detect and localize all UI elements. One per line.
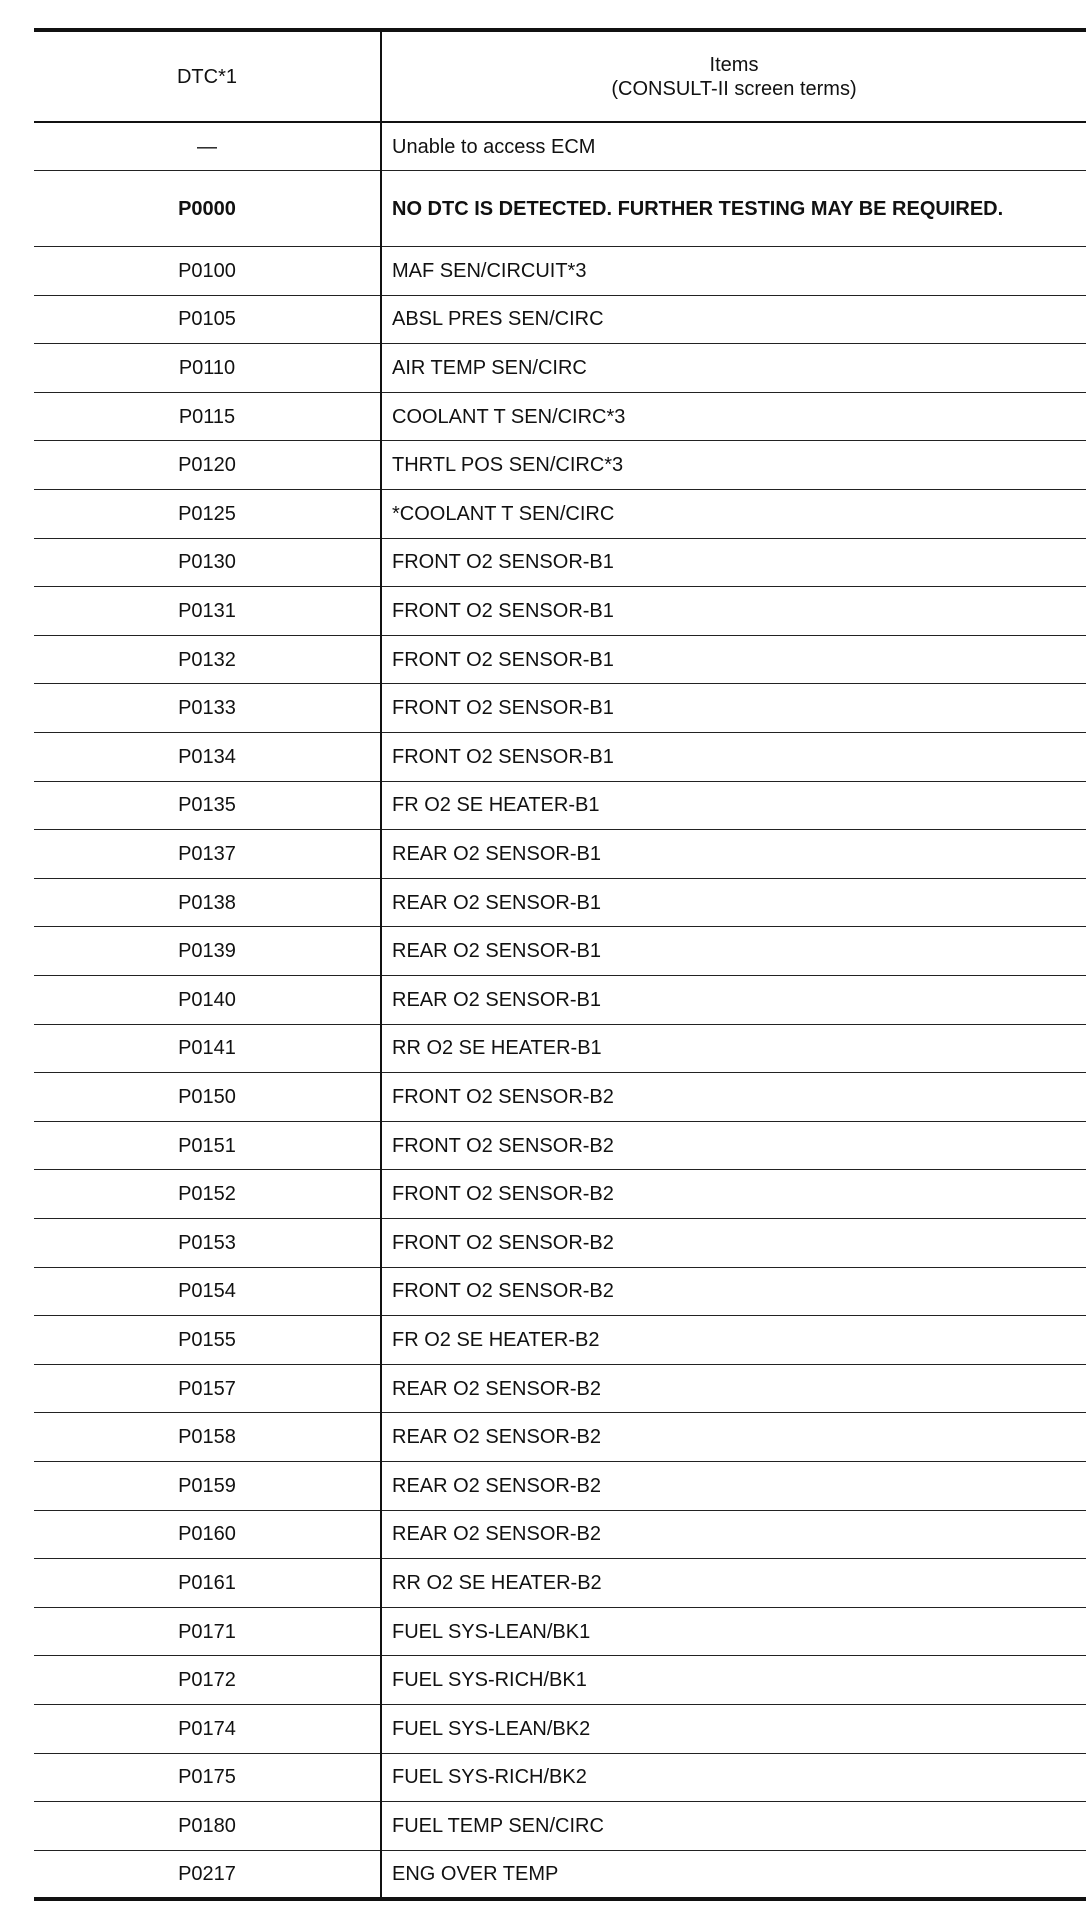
- dtc-code-cell: P0159: [34, 1461, 381, 1510]
- dtc-code-cell: P0134: [34, 733, 381, 782]
- item-cell: FRONT O2 SENSOR-B1: [381, 587, 1086, 636]
- item-cell: Unable to access ECM: [381, 122, 1086, 171]
- table-row: [34, 1316, 1086, 1365]
- table-row: [34, 1753, 1086, 1802]
- dtc-code-cell: P0131: [34, 587, 381, 636]
- dtc-code-cell: P0160: [34, 1510, 381, 1559]
- dtc-code-cell: P0133: [34, 684, 381, 733]
- table-row: [34, 1121, 1086, 1170]
- item-cell: RR O2 SE HEATER-B1: [381, 1024, 1086, 1073]
- item-cell: FRONT O2 SENSOR-B2: [381, 1267, 1086, 1316]
- dtc-code-cell: P0110: [34, 344, 381, 393]
- dtc-code-cell: P0157: [34, 1364, 381, 1413]
- table-header-row: [34, 30, 1086, 122]
- item-cell: ABSL PRES SEN/CIRC: [381, 295, 1086, 344]
- item-cell: FR O2 SE HEATER-B1: [381, 781, 1086, 830]
- item-cell: FRONT O2 SENSOR-B2: [381, 1121, 1086, 1170]
- dtc-table: [34, 28, 1086, 1901]
- table-row: [34, 587, 1086, 636]
- item-cell: *COOLANT T SEN/CIRC: [381, 490, 1086, 539]
- table-row: [34, 1850, 1086, 1899]
- dtc-code-cell: —: [34, 122, 381, 171]
- table-row: [34, 295, 1086, 344]
- item-cell: REAR O2 SENSOR-B1: [381, 927, 1086, 976]
- table-row: [34, 247, 1086, 296]
- table-row: [34, 1413, 1086, 1462]
- dtc-code-cell: P0155: [34, 1316, 381, 1365]
- table-row: [34, 684, 1086, 733]
- dtc-code-cell: P0132: [34, 635, 381, 684]
- item-cell: REAR O2 SENSOR-B1: [381, 830, 1086, 879]
- item-cell: FUEL SYS-RICH/BK1: [381, 1656, 1086, 1705]
- dtc-code-cell: P0141: [34, 1024, 381, 1073]
- dtc-code-cell: P0172: [34, 1656, 381, 1705]
- item-cell: ENG OVER TEMP: [381, 1850, 1086, 1899]
- item-cell: REAR O2 SENSOR-B2: [381, 1364, 1086, 1413]
- dtc-code-cell: P0135: [34, 781, 381, 830]
- item-cell: REAR O2 SENSOR-B2: [381, 1510, 1086, 1559]
- header-items-title: Items: [709, 53, 759, 76]
- dtc-code-cell: P0137: [34, 830, 381, 879]
- item-cell: NO DTC IS DETECTED. FURTHER TESTING MAY BE REQUIRED.: [381, 171, 1086, 247]
- header-dtc: DTC*1: [34, 30, 381, 122]
- item-cell: REAR O2 SENSOR-B1: [381, 878, 1086, 927]
- dtc-code-cell: P0115: [34, 392, 381, 441]
- table-row: [34, 1024, 1086, 1073]
- table-row: [34, 830, 1086, 879]
- dtc-code-cell: P0180: [34, 1802, 381, 1851]
- dtc-code-cell: P0152: [34, 1170, 381, 1219]
- table-row: [34, 1559, 1086, 1608]
- header-items: [381, 30, 1086, 122]
- dtc-code-cell: P0000: [34, 171, 381, 247]
- item-cell: AIR TEMP SEN/CIRC: [381, 344, 1086, 393]
- dtc-code-cell: P0161: [34, 1559, 381, 1608]
- table-row: [34, 1510, 1086, 1559]
- dtc-code-cell: P0100: [34, 247, 381, 296]
- dtc-code-cell: P0171: [34, 1607, 381, 1656]
- table-row: [34, 171, 1086, 247]
- item-cell: FUEL SYS-LEAN/BK1: [381, 1607, 1086, 1656]
- item-cell: REAR O2 SENSOR-B1: [381, 976, 1086, 1025]
- table-row: [34, 1073, 1086, 1122]
- item-cell: COOLANT T SEN/CIRC*3: [381, 392, 1086, 441]
- header-items-subtitle: (CONSULT-II screen terms): [611, 77, 857, 100]
- dtc-code-cell: P0105: [34, 295, 381, 344]
- table-row: [34, 976, 1086, 1025]
- table-body: [34, 122, 1086, 1899]
- table-row: [34, 1218, 1086, 1267]
- dtc-code-cell: P0175: [34, 1753, 381, 1802]
- table-row: [34, 1461, 1086, 1510]
- dtc-code-cell: P0158: [34, 1413, 381, 1462]
- table-row: [34, 122, 1086, 171]
- item-cell: FRONT O2 SENSOR-B1: [381, 635, 1086, 684]
- item-cell: RR O2 SE HEATER-B2: [381, 1559, 1086, 1608]
- item-cell: FR O2 SE HEATER-B2: [381, 1316, 1086, 1365]
- table-row: [34, 1267, 1086, 1316]
- table-row: [34, 344, 1086, 393]
- dtc-code-cell: P0140: [34, 976, 381, 1025]
- table-row: [34, 1802, 1086, 1851]
- table-row: [34, 1607, 1086, 1656]
- item-cell: FRONT O2 SENSOR-B2: [381, 1170, 1086, 1219]
- item-cell: REAR O2 SENSOR-B2: [381, 1461, 1086, 1510]
- item-cell: FRONT O2 SENSOR-B2: [381, 1218, 1086, 1267]
- item-cell: THRTL POS SEN/CIRC*3: [381, 441, 1086, 490]
- table-row: [34, 1704, 1086, 1753]
- table-row: [34, 781, 1086, 830]
- item-cell: FRONT O2 SENSOR-B1: [381, 684, 1086, 733]
- table-row: [34, 392, 1086, 441]
- dtc-code-cell: P0174: [34, 1704, 381, 1753]
- dtc-document: [34, 28, 1086, 1901]
- item-cell: FRONT O2 SENSOR-B2: [381, 1073, 1086, 1122]
- table-row: [34, 927, 1086, 976]
- item-cell: MAF SEN/CIRCUIT*3: [381, 247, 1086, 296]
- item-cell: REAR O2 SENSOR-B2: [381, 1413, 1086, 1462]
- item-cell: FUEL SYS-LEAN/BK2: [381, 1704, 1086, 1753]
- table-row: [34, 538, 1086, 587]
- dtc-code-cell: P0151: [34, 1121, 381, 1170]
- dtc-code-cell: P0130: [34, 538, 381, 587]
- item-cell: FUEL SYS-RICH/BK2: [381, 1753, 1086, 1802]
- dtc-code-cell: P0217: [34, 1850, 381, 1899]
- dtc-code-cell: P0138: [34, 878, 381, 927]
- dtc-code-cell: P0154: [34, 1267, 381, 1316]
- dtc-code-cell: P0125: [34, 490, 381, 539]
- item-cell: FRONT O2 SENSOR-B1: [381, 733, 1086, 782]
- dtc-code-cell: P0153: [34, 1218, 381, 1267]
- item-cell: FUEL TEMP SEN/CIRC: [381, 1802, 1086, 1851]
- item-cell: FRONT O2 SENSOR-B1: [381, 538, 1086, 587]
- table-row: [34, 635, 1086, 684]
- table-row: [34, 878, 1086, 927]
- dtc-code-cell: P0120: [34, 441, 381, 490]
- table-row: [34, 441, 1086, 490]
- table-row: [34, 733, 1086, 782]
- table-row: [34, 1170, 1086, 1219]
- dtc-code-cell: P0150: [34, 1073, 381, 1122]
- table-row: [34, 1656, 1086, 1705]
- table-row: [34, 490, 1086, 539]
- dtc-code-cell: P0139: [34, 927, 381, 976]
- table-row: [34, 1364, 1086, 1413]
